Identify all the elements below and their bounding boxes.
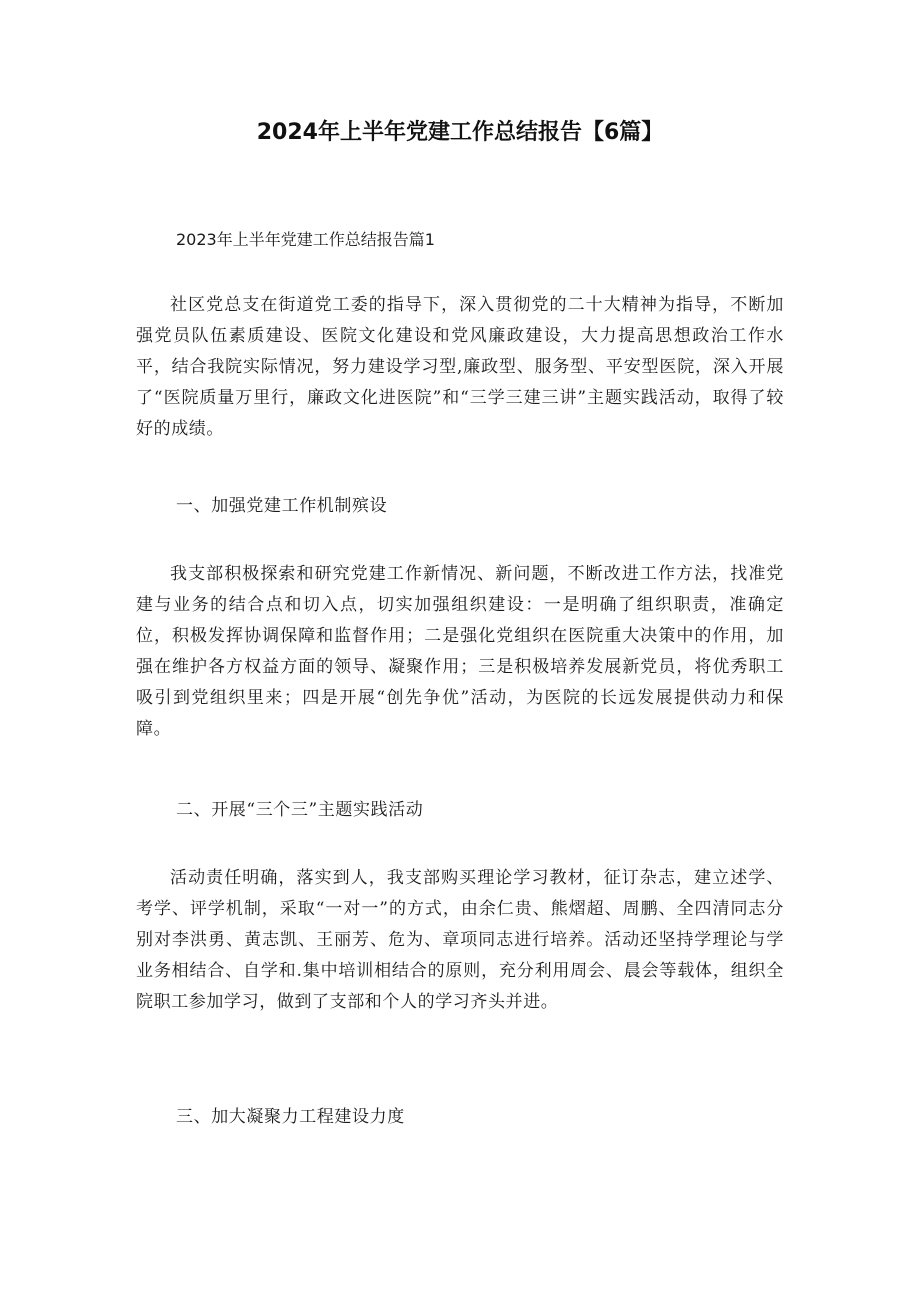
paragraph-section-2: 活动责任明确，落实到人，我支部购买理论学习教材，征订杂志，建立述学、考学、评学机制，采取“一对一”的方式，由余仁贵、熊熠超、周鹏、全四清同志分别对李洪勇、黄志凯、王丽芳、危为、章项同志进行培养。活动还坚持学理论与学业务相结合、自学和.集中培训相结合的原则，充分利用周会、晨会等载体，组织全院职工参加学习，做到了支部和个人的学习齐头并进。 [136,868,784,1012]
document-title: 2024年上半年党建工作总结报告【6篇】 [256,120,664,145]
paragraph-section-1: 我支部积极探索和研究党建工作新情况、新问题，不断改进工作方法，找准党建与业务的结合点和切入点，切实加强组织建设：一是明确了组织职责，准确定位，积极发挥协调保障和监督作用；二是强化党组织在医院重大决策中的作用，加强在维护各方权益方面的领导、凝聚作用；三是积极培养发展新党员，将优秀职工吸引到党组织里来；四是开展“创先争优”活动，为医院的长远发展提供动力和保障。 [136,564,784,739]
section-heading-1: 一、加强党建工作机制殡设 [176,496,388,516]
section-heading-3: 三、加大凝聚力工程建设力度 [176,1107,405,1127]
section-heading-2: 二、开展“三个三”主题实践活动 [176,800,424,820]
document-subtitle: 2023年上半年党建工作总结报告篇1 [176,230,435,249]
paragraph-intro: 社区党总支在街道党工委的指导下，深入贯彻党的二十大精神为指导，不断加强党员队伍素质建设、医院文化建设和党风廉政建设，大力提高思想政治工作水平，结合我院实际情况，努力建设学习型,廉政型、服务型、平安型医院，深入开展了“医院质量万里行，廉政文化进医院”和“三学三建三讲”主题实践活动，取得了较好的成绩。 [136,295,784,439]
